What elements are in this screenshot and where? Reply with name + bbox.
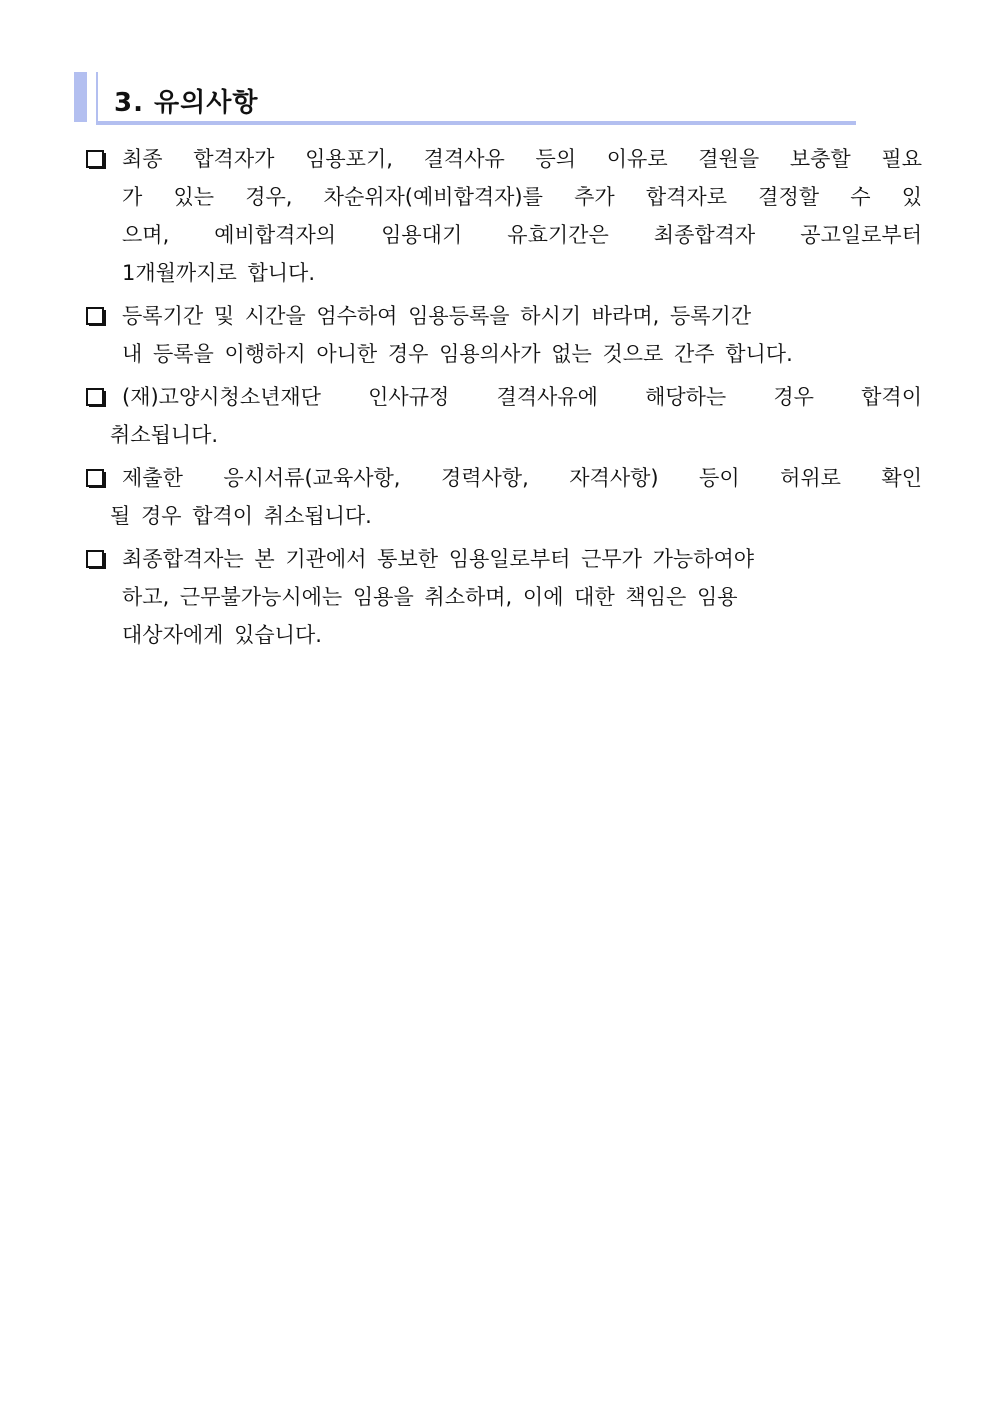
notice-line: 으며, 예비합격자의 임용대기 유효기간은 최종합격자 공고일로부터 — [122, 223, 922, 247]
section-divider — [96, 72, 98, 122]
notice-line: 취소됩니다. — [110, 423, 219, 447]
notice-line — [86, 459, 922, 497]
notice-text: 등록기간 및 시간을 엄수하여 임용등록을 하시기 바라며, 등록기간 — [122, 304, 752, 328]
notice-line: 내 등록을 이행하지 아니한 경우 임용의사가 없는 것으로 간주 합니다. — [122, 342, 793, 366]
section-underline — [96, 121, 856, 125]
notice-line — [86, 297, 922, 335]
checkbox-bullet-icon — [86, 306, 108, 326]
notice-line: 가 있는 경우, 차순위자(예비합격자)를 추가 합격자로 결정할 수 있 — [122, 185, 922, 209]
notice-item-2 — [86, 297, 922, 373]
notice-text: 최종합격자는 본 기관에서 통보한 임용일로부터 근무가 가능하여야 — [122, 547, 755, 571]
section-title: 3. 유의사항 — [114, 88, 259, 118]
notice-item-3 — [86, 378, 922, 454]
section-accent-bar — [74, 72, 87, 122]
notice-text: 제출한 응시서류(교육사항, 경력사항, 자격사항) 등이 허위로 확인 — [122, 466, 922, 490]
notice-line — [86, 378, 922, 416]
checkbox-bullet-icon — [86, 468, 108, 488]
notice-line — [86, 540, 922, 578]
notice-line: 하고, 근무불가능시에는 임용을 취소하며, 이에 대한 책임은 임용 — [122, 585, 738, 609]
notice-line — [86, 140, 922, 178]
checkbox-bullet-icon — [86, 549, 108, 569]
checkbox-bullet-icon — [86, 387, 108, 407]
notice-item-5 — [86, 540, 922, 654]
notice-line: 될 경우 합격이 취소됩니다. — [110, 504, 372, 528]
notice-list — [86, 140, 922, 659]
notice-text: (재)고양시청소년재단 인사규정 결격사유에 해당하는 경우 합격이 — [122, 385, 922, 409]
notice-item-4 — [86, 459, 922, 535]
notice-item-1 — [86, 140, 922, 292]
notice-text: 최종 합격자가 임용포기, 결격사유 등의 이유로 결원을 보충할 필요 — [122, 147, 922, 171]
notice-line: 1개월까지로 합니다. — [122, 261, 315, 285]
notice-line: 대상자에게 있습니다. — [122, 623, 322, 647]
section-header — [74, 72, 856, 128]
checkbox-bullet-icon — [86, 149, 108, 169]
